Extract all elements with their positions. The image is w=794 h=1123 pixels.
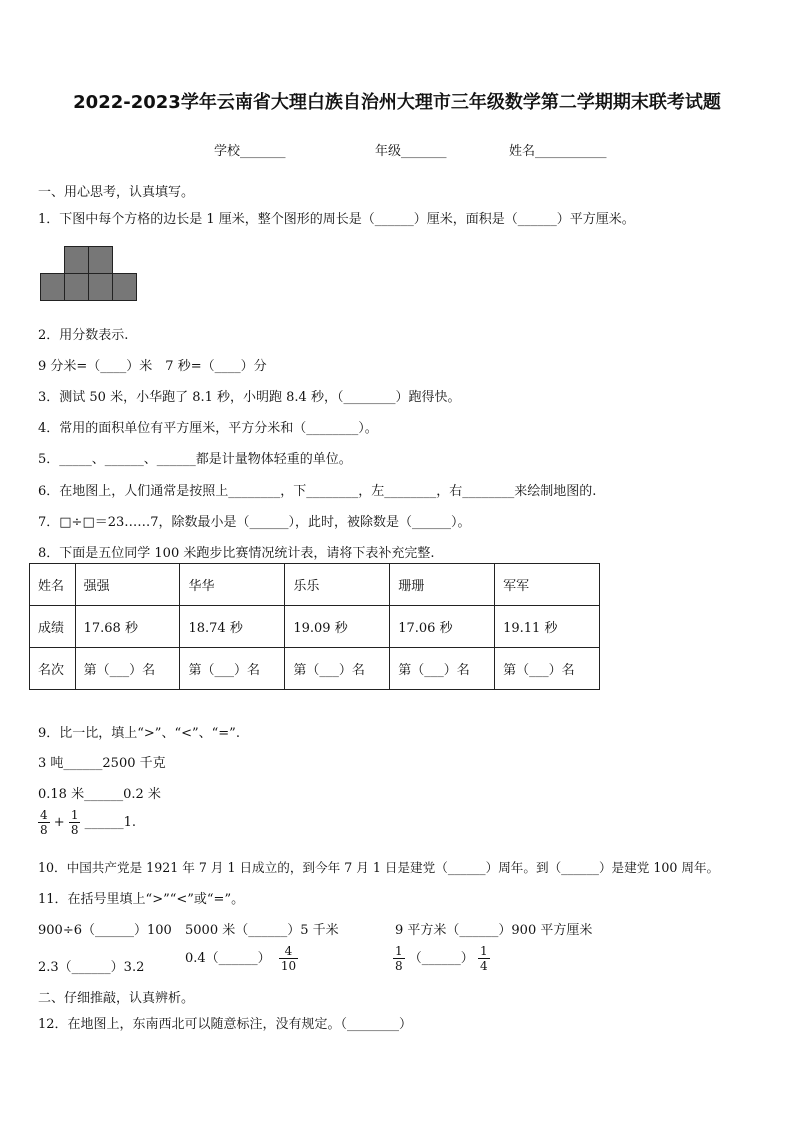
question-12: 12．在地图上，东南西北可以随意标注，没有规定。（________） bbox=[38, 1017, 413, 1032]
question-10: 10．中国共产党是 1921 年 7 月 1 日成立的，到今年 7 月 1 日是建党（______）周年。到（______）是建党 100 周年。 bbox=[38, 860, 720, 875]
grid-square bbox=[113, 274, 137, 301]
fraction: $\frac{1}{8}$ bbox=[395, 944, 403, 973]
fraction: $\frac{4}{10}$ bbox=[280, 944, 297, 973]
grid-square bbox=[89, 247, 113, 274]
table-row bbox=[30, 648, 600, 690]
fraction: $\frac{4}{8}$ bbox=[40, 808, 48, 837]
question-11-r1-b: 5000 米（______）5 千米 bbox=[185, 923, 339, 938]
table-cell: 成绩 bbox=[30, 606, 76, 648]
grid-square bbox=[65, 274, 89, 301]
table-cell: 19.11 秒 bbox=[495, 606, 600, 648]
question-3: 3．测试 50 米，小华跑了 8.1 秒，小明跑 8.4 秒，（________）跑得快。 bbox=[38, 390, 461, 405]
table-cell: 珊珊 bbox=[390, 564, 495, 606]
section-1-heading: 一、用心思考，认真填写。 bbox=[38, 185, 195, 200]
grid-square bbox=[89, 274, 113, 301]
table-cell: 第（___）名 bbox=[285, 648, 390, 690]
question-11: 11．在括号里填上“>”“<”或“=”。 bbox=[38, 892, 245, 907]
question-2: 2．用分数表示. bbox=[38, 328, 129, 343]
question-5: 5．_____、______、______都是计量物体轻重的单位。 bbox=[38, 452, 352, 467]
question-9: 9．比一比，填上“>”、“<”、“=”. bbox=[38, 726, 240, 741]
table-cell: 第（___）名 bbox=[495, 648, 600, 690]
grid-square bbox=[65, 247, 89, 274]
table-row bbox=[30, 564, 600, 606]
question-11-r1-a: 900÷6（______）100 bbox=[38, 923, 172, 938]
question-11-r1-c: 9 平方米（______）900 平方厘米 bbox=[395, 923, 593, 938]
question-11-r2-a: 2.3（______）3.2 bbox=[38, 960, 145, 975]
section-2-heading: 二、仔细推敲，认真辨析。 bbox=[38, 991, 195, 1006]
fraction: $\frac{1}{8}$ bbox=[70, 808, 79, 837]
table-cell: 第（___）名 bbox=[180, 648, 285, 690]
question-7: 7．□÷□＝23……7，除数最小是（______），此时，被除数是（______）。 bbox=[38, 515, 471, 530]
results-table bbox=[29, 563, 600, 690]
question-1: 1．下图中每个方格的边长是 1 厘米，整个图形的周长是（______）厘米，面积是（______）平方厘米。 bbox=[38, 212, 635, 227]
question-11-r2-c: $\frac{1}{8}$ （______） $\frac{1}{4}$ bbox=[395, 944, 488, 973]
table-row bbox=[30, 606, 600, 648]
square-grid-figure bbox=[40, 246, 140, 302]
table-cell: 17.06 秒 bbox=[390, 606, 495, 648]
table-cell: 强强 bbox=[75, 564, 180, 606]
grade-field: 年级_______ bbox=[375, 144, 447, 159]
table-cell: 18.74 秒 bbox=[180, 606, 285, 648]
grid-square bbox=[41, 274, 65, 301]
table-cell: 乐乐 bbox=[285, 564, 390, 606]
question-11-r2-b: 0.4（______） $\frac{4}{10}$ bbox=[185, 944, 297, 973]
question-6: 6．在地图上，人们通常是按照上________，下________，左________，右________来绘制地图的. bbox=[38, 484, 597, 499]
question-4: 4．常用的面积单位有平方厘米，平方分米和（________）。 bbox=[38, 421, 378, 436]
table-cell: 17.68 秒 bbox=[75, 606, 180, 648]
question-8: 8．下面是五位同学 100 米跑步比赛情况统计表，请将下表补充完整. bbox=[38, 546, 435, 561]
question-2-line: 9 分米=（____）米 7 秒=（____）分 bbox=[38, 359, 267, 374]
question-9-b: 0.18 米______0.2 米 bbox=[38, 787, 161, 802]
table-cell: 华华 bbox=[180, 564, 285, 606]
table-cell: 第（___）名 bbox=[390, 648, 495, 690]
school-field: 学校_______ bbox=[214, 144, 286, 159]
page-title: 2022-2023学年云南省大理白族自治州大理市三年级数学第二学期期末联考试题 bbox=[73, 92, 721, 113]
table-cell: 第（___）名 bbox=[75, 648, 180, 690]
table-cell: 军军 bbox=[495, 564, 600, 606]
name-field: 姓名___________ bbox=[509, 144, 607, 159]
table-cell: 名次 bbox=[30, 648, 76, 690]
table-cell: 19.09 秒 bbox=[285, 606, 390, 648]
question-9-c: $\frac{4}{8}$ + $\frac{1}{8}$ ______1. bbox=[40, 808, 137, 837]
question-9-a: 3 吨______2500 千克 bbox=[38, 756, 166, 771]
table-cell: 姓名 bbox=[30, 564, 76, 606]
fraction: $\frac{1}{4}$ bbox=[479, 944, 488, 973]
